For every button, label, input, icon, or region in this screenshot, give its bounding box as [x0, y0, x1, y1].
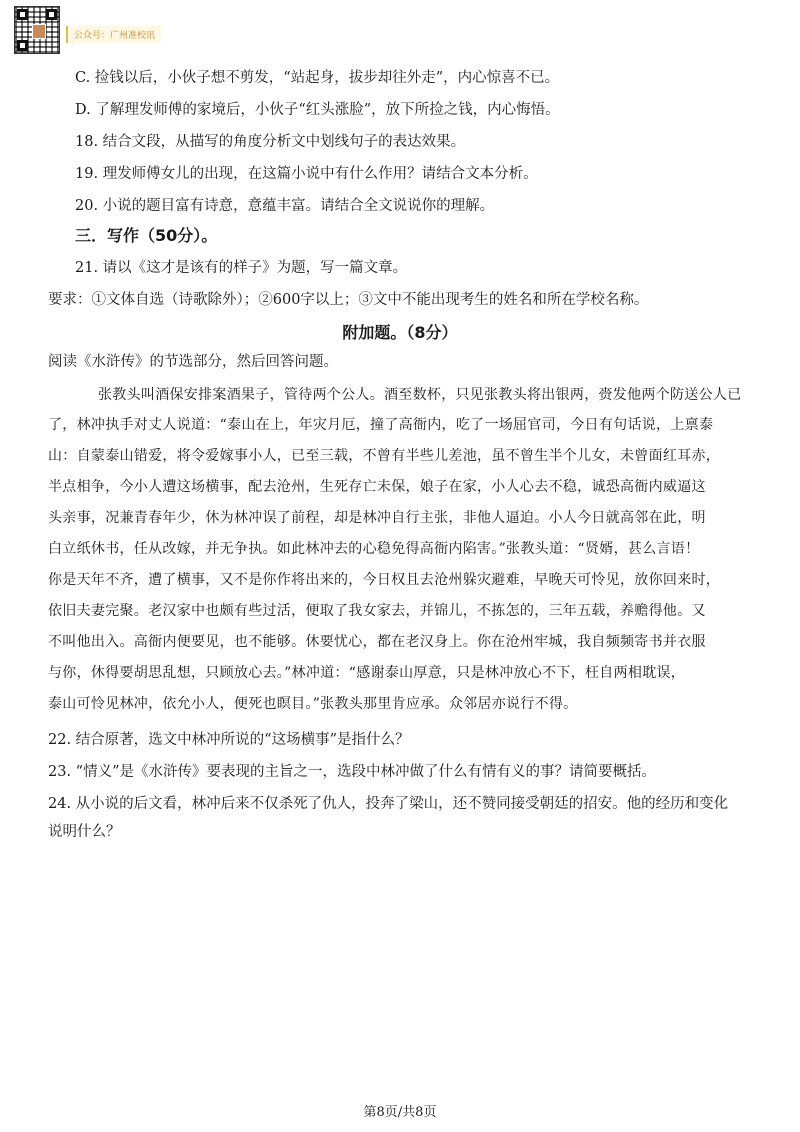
question-24-cont: 说明什么？: [48, 824, 121, 840]
writing-requirements: 要求：①文体自选（诗歌除外）；②600字以上；③文中不能出现考生的姓名和所在学校名称。: [48, 292, 649, 308]
passage-line: 张教头叫酒保安排案酒果子，管待两个公人。酒至数杯，只见张教头将出银两，赍发他两个防送公人已: [98, 387, 742, 403]
question-24: 24. 从小说的后文看，林冲后来不仅杀死了仇人，投奔了梁山，还不赞同接受朝廷的招安。他的经历和变化: [48, 796, 729, 812]
passage-line: 泰山可怜见林冲，依允小人，便死也瞑目。”张教头那里肯应承。众邻居亦说行不得。: [48, 696, 578, 712]
question-18: 18. 结合文段，从描写的角度分析文中划线句子的表达效果。: [75, 134, 466, 150]
passage-line: 不叫他出入。高衙内便要见，也不能够。休要忧心，都在老汉身上。你在沧州牢城，我自频频寄书并衣服: [48, 634, 706, 650]
question-23: 23. “情义”是《水浒传》要表现的主旨之一，选段中林冲做了什么有情有义的事？请简要概括。: [48, 764, 656, 780]
question-22: 22. 结合原著，选文中林冲所说的“这场横事”是指什么？: [48, 732, 410, 748]
question-19: 19. 理发师傅女儿的出现，在这篇小说中有什么作用？请结合文本分析。: [75, 166, 538, 182]
question-20: 20. 小说的题目富有诗意，意蕴丰富。请结合全文说说你的理解。: [75, 198, 495, 214]
question-21: 21. 请以《这才是该有的样子》为题，写一篇文章。: [75, 260, 408, 276]
passage-line: 与你，休得要胡思乱想，只顾放心去。”林冲道：“感谢泰山厚意，只是林冲放心不下，枉自两相耽误，: [48, 665, 686, 681]
passage-line: 白立纸休书，任从改嫁，并无争执。如此林冲去的心稳免得高衙内陷害。”张教头道：“贤婿，甚么言语！: [48, 541, 700, 557]
passage-line: 头亲事，况兼青春年少，休为林冲误了前程，却是林冲自行主张，非他人逼迫。小人今日就高邻在此，明: [48, 510, 706, 526]
section-3-heading: 三．写作（50分）。: [75, 226, 218, 245]
qr-code: [14, 6, 60, 54]
passage-line: 你是天年不齐，遭了横事，又不是你作将出来的，今日权且去沧州躲灾避难，早晚天可怜见，放你回来时，: [48, 572, 721, 588]
bonus-heading: 附加题。（8分）: [342, 323, 458, 342]
avatar: [32, 24, 46, 39]
reading-intro: 阅读《水浒传》的节选部分，然后回答问题。: [48, 354, 338, 370]
option-c: C. 捡钱以后，小伙子想不剪发，“站起身，拔步却往外走”，内心惊喜不已。: [75, 70, 560, 86]
option-d: D. 了解理发师傅的家境后，小伙子“红头涨脸”，放下所捡之钱，内心悔悟。: [75, 102, 560, 118]
qr-finder-icon: [17, 40, 28, 51]
qr-finder-icon: [46, 9, 57, 20]
passage-line: 了，林冲执手对丈人说道：“泰山在上，年灾月厄，撞了高衙内，吃了一场屈官司，今日有句话说，上禀泰: [48, 417, 714, 433]
page-number: 第8页/共8页: [363, 1105, 437, 1120]
qr-finder-icon: [17, 9, 28, 20]
header-tag: 公众号：广州准校讯: [66, 26, 161, 43]
passage-line: 山：自蒙泰山错爱，将令爱嫁事小人，已至三载，不曾有半些儿差池，虽不曾生半个儿女，未曾面红耳赤，: [48, 448, 721, 464]
passage-line: 依旧夫妻完聚。老汉家中也颇有些过活，便取了我女家去，并锦儿，不拣怎的，三年五载，养赡得他。又: [48, 603, 706, 619]
passage-line: 半点相争，今小人遭这场横事，配去沧州，生死存亡未保，娘子在家，小人心去不稳，诚恐高衙内威逼这: [48, 479, 706, 495]
